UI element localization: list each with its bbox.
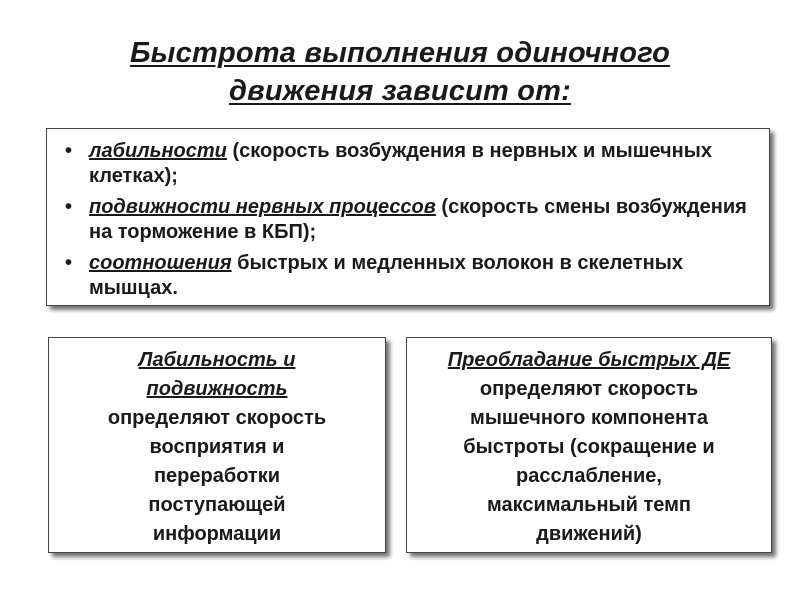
list-item-text: быстрых и медленных волокон в скелетных мышцах. xyxy=(89,252,683,299)
lability-heading-line-2: подвижность xyxy=(146,378,288,400)
fast-units-box xyxy=(406,337,772,553)
fast-units-text-line-2: мышечного компонента xyxy=(470,407,708,429)
fast-units-text-line-3: быстроты (сокращение и xyxy=(463,436,715,458)
factors-list xyxy=(47,129,769,301)
list-item-term: соотношения xyxy=(89,252,232,274)
lability-text-line-2: восприятия и xyxy=(149,436,285,458)
lability-box xyxy=(48,337,386,553)
list-item xyxy=(63,251,757,301)
fast-units-text-line-6: движений) xyxy=(536,523,642,545)
list-item-text: (скорость смены возбуждения на торможение в КБП); xyxy=(89,196,747,243)
fast-units-text-line-5: максимальный темп xyxy=(486,494,691,516)
lability-text-line-3: переработки xyxy=(153,465,281,487)
fast-units-text-line-4: расслабление, xyxy=(516,465,662,487)
list-item xyxy=(63,195,757,245)
list-item xyxy=(63,139,757,189)
bullet-dot-icon: • xyxy=(65,140,73,162)
bullet-dot-icon: • xyxy=(65,252,73,274)
lability-heading-line-1: Лабильность и xyxy=(138,349,296,371)
lability-text-line-5: информации xyxy=(152,523,282,545)
list-item-term: лабильности xyxy=(89,140,227,162)
page-title xyxy=(0,34,800,110)
title-line-2: движения зависит от: xyxy=(228,75,571,107)
fast-units-text-line-1: определяют скорость xyxy=(479,378,699,400)
lability-text-line-1: определяют скорость xyxy=(107,407,327,429)
lability-text-line-4: поступающей xyxy=(148,494,286,516)
factors-box xyxy=(46,128,770,306)
title-line-1: Быстрота выполнения одиночного xyxy=(129,37,671,69)
bullet-dot-icon: • xyxy=(65,196,73,218)
list-item-text: (скорость возбуждения в нервных и мышечных клетках); xyxy=(89,140,712,187)
list-item-term: подвижности нервных процессов xyxy=(89,196,436,218)
fast-units-heading: Преобладание быстрых ДЕ xyxy=(447,349,731,371)
